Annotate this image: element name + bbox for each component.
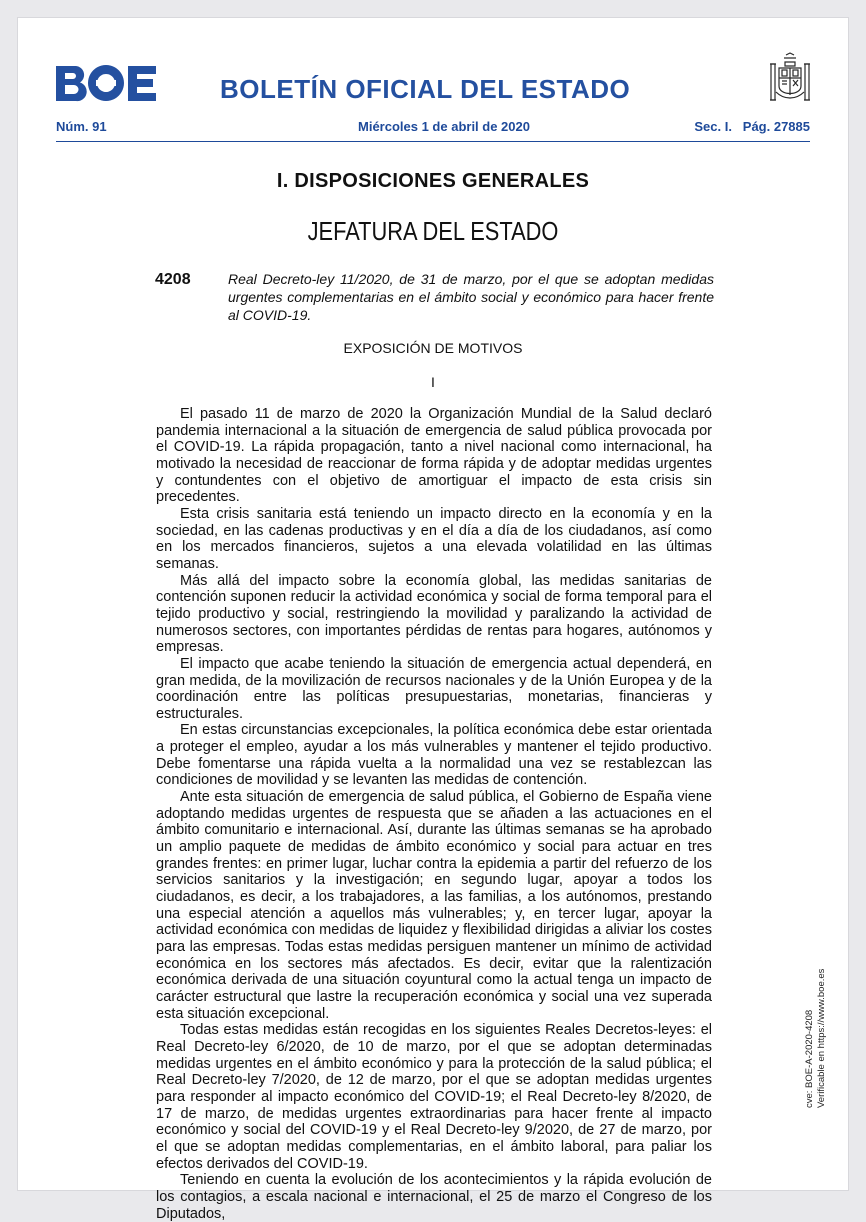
paragraph: En estas circunstancias excepcionales, la política económica debe estar orientada a proteger el empleo, ayudar a los más vulnerables y mantener el tejido productivo. Debe fomentarse una rápida vuelta a la normalidad una vez se restablezcan las condiciones de movilidad y se levanten las medidas de contención. xyxy=(156,722,712,789)
verification-link[interactable]: Verificable en https://www.boe.es xyxy=(816,968,827,1108)
document-page xyxy=(18,18,848,1222)
paragraph: El impacto que acabe teniendo la situación de emergencia actual dependerá, en gran medida, de la movilización de recursos nacionales y de la Unión Europea y de la coordinación entre las políticas presupuestarias, monetarias, financieras y estructurales. xyxy=(156,655,712,722)
coat-of-arms-icon xyxy=(768,52,812,108)
bulletin-title: BOLETÍN OFICIAL DEL ESTADO xyxy=(220,74,631,104)
document-title: Real Decreto-ley 11/2020, de 31 de marzo, por el que se adoptan medidas urgentes complementarias en el ámbito social y económico para hacer frente al COVID-19. xyxy=(228,271,714,323)
issue-number: Núm. 91 xyxy=(56,119,107,134)
boe-logo xyxy=(56,64,158,102)
header-rule xyxy=(56,141,810,142)
cve-code: cve: BOE-A-2020-4208 xyxy=(804,1009,815,1108)
boe-header xyxy=(56,64,810,124)
issue-date: Miércoles 1 de abril de 2020 xyxy=(358,119,530,134)
verification-sidebar xyxy=(804,969,828,1108)
paragraph: Ante esta situación de emergencia de salud pública, el Gobierno de España viene adoptando medidas urgentes de respuesta que se añaden a las actuaciones en el ámbito comunitario e internacional. Así, durante las últimas semanas se ha aprobado un amplio paquete de medidas de ámbito económico y social para actuar en tres grandes frentes: en primer lugar, luchar contra la epidemia a partir del refuerzo de los servicios sanitarios y la investigación; en segundo lugar, apoyar a todos los ciudadanos, es decir, a los trabajadores, a las familias, a los autónomos, prestando una especial atención a aquellos más vulnerables; y, en tercer lugar, apoyar la actividad económica con medidas de liquidez y flexibilidad dirigidas a aliviar los costes para las empresas. Todas estas medidas persiguen mantener un mínimo de actividad económica en los sectores más afectados. Es decir, evitar que la ralentización económica derivada de una situación coyuntural como la actual tenga un impacto de carácter estructural que lastre la recuperación económica y social una vez superada esta situación excepcional. xyxy=(156,789,712,1022)
paragraph: Teniendo en cuenta la evolución de los acontecimientos y la rápida evolución de los contagios, a escala nacional e internacional, el 25 de marzo el Congreso de los Diputados, xyxy=(156,1172,712,1222)
chapter-number: I xyxy=(431,374,435,390)
paragraph: Esta crisis sanitaria está teniendo un impacto directo en la economía y en la sociedad, en las cadenas productivas y en el día a día de los ciudadanos, así como en los mercados financieros, sujetos a una elevada volatilidad en las últimas semanas. xyxy=(156,505,712,572)
department-title: JEFATURA DEL ESTADO xyxy=(307,216,559,246)
paragraph: El pasado 11 de marzo de 2020 la Organización Mundial de la Salud declaró pandemia internacional a la situación de emergencia de salud pública provocada por el COVID-19. La rápida propagación, tanto a nivel nacional como internacional, ha motivado la necesidad de reaccionar de forma rápida y de adoptar medidas urgentes y contundentes con el objetivo de amortiguar el impacto de esta crisis sin precedentes. xyxy=(156,406,712,506)
paragraph: Más allá del impacto sobre la economía global, las medidas sanitarias de contención suponen reducir la actividad económica y social de forma temporal para el tejido productivo y social, restringiendo la movilidad y paralizando la actividad de numerosos sectores, con importantes pérdidas de rentas para hogares, autónomos y empresas. xyxy=(156,572,712,656)
section-page: Sec. I. Pág. 27885 xyxy=(694,119,810,134)
section-title: I. DISPOSICIONES GENERALES xyxy=(276,170,590,192)
document-body xyxy=(156,406,712,1222)
exposicion-heading: EXPOSICIÓN DE MOTIVOS xyxy=(343,340,523,356)
document-number: 4208 xyxy=(155,271,191,288)
paragraph: Todas estas medidas están recogidas en los siguientes Reales Decretos-leyes: el Real Decreto-ley 6/2020, de 10 de marzo, por el que se adoptan determinadas medidas urgentes en el ámbito económico y para la protección de la salud pública; el Real Decreto-ley 7/2020, de 12 de marzo, por el que se adoptan medidas urgentes para responder al impacto económico del COVID-19; el Real Decreto-ley 8/2020, de 17 de marzo, de medidas urgentes extraordinarias para hacer frente al impacto económico y social del COVID-19 y el Real Decreto-ley 9/2020, de 27 de marzo, por el que se adoptan medidas complementarias, en el ámbito laboral, para paliar los efectos derivados del COVID-19. xyxy=(156,1022,712,1172)
